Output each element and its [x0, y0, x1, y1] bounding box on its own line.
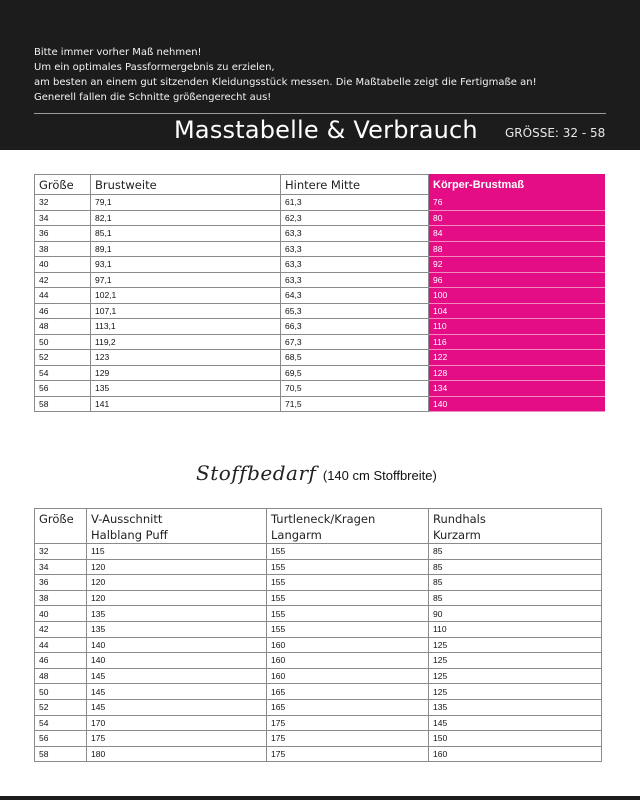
table-row [35, 272, 605, 288]
table-cell: 93,1 [91, 257, 281, 273]
table-cell: 175 [267, 715, 429, 731]
table-cell: 110 [429, 319, 605, 335]
table-cell: 38 [35, 590, 87, 606]
table-cell: 125 [429, 668, 602, 684]
table-cell: 85,1 [91, 226, 281, 242]
table-cell: 155 [267, 621, 429, 637]
table-row [35, 653, 602, 669]
table-cell: 54 [35, 365, 91, 381]
table-cell: 120 [87, 590, 267, 606]
table-cell: 40 [35, 606, 87, 622]
table-cell: 63,3 [281, 272, 429, 288]
page-title: Masstabelle & Verbrauch [174, 116, 478, 144]
table-cell: 32 [35, 544, 87, 560]
table-cell: 123 [91, 350, 281, 366]
table-cell: 63,3 [281, 226, 429, 242]
table-cell: 52 [35, 350, 91, 366]
intro-line: Generell fallen die Schnitte größengerecht aus! [34, 92, 272, 103]
table-cell: 62,3 [281, 210, 429, 226]
table-row [35, 303, 605, 319]
table-row [35, 544, 602, 560]
table-cell: 38 [35, 241, 91, 257]
table-cell: 119,2 [91, 334, 281, 350]
table-cell: 34 [35, 210, 91, 226]
table-cell: 44 [35, 637, 87, 653]
table-row [35, 590, 602, 606]
table-cell: 85 [429, 575, 602, 591]
header-divider [34, 113, 606, 114]
table-row [35, 241, 605, 257]
table-cell: 79,1 [91, 195, 281, 211]
table-row [35, 731, 602, 747]
table-row [35, 210, 605, 226]
table-cell: 70,5 [281, 381, 429, 397]
table-row [35, 668, 602, 684]
table-row [35, 288, 605, 304]
size-range-label: GRÖSSE: 32 - 58 [505, 126, 606, 140]
table-cell: 84 [429, 226, 605, 242]
table-cell: 125 [429, 653, 602, 669]
column-header-v-neck [87, 509, 267, 544]
table-cell: 125 [429, 684, 602, 700]
table-cell: 104 [429, 303, 605, 319]
table-cell: 102,1 [91, 288, 281, 304]
table-cell: 82,1 [91, 210, 281, 226]
table-cell: 145 [87, 668, 267, 684]
table-cell: 160 [267, 637, 429, 653]
table-cell: 175 [267, 731, 429, 747]
table-cell: 120 [87, 575, 267, 591]
header-line: Rundhals [433, 512, 486, 526]
table-cell: 71,5 [281, 396, 429, 412]
fabric-width-note: (140 cm Stoffbreite) [322, 468, 437, 483]
table-cell: 32 [35, 195, 91, 211]
table-cell: 175 [87, 731, 267, 747]
table-cell: 155 [267, 590, 429, 606]
table-row [35, 319, 605, 335]
table-cell: 165 [267, 699, 429, 715]
table-cell: 80 [429, 210, 605, 226]
intro-line: Bitte immer vorher Maß nehmen! [34, 47, 202, 58]
table-cell: 122 [429, 350, 605, 366]
table-cell: 69,5 [281, 365, 429, 381]
table-cell: 160 [267, 653, 429, 669]
table-cell: 63,3 [281, 257, 429, 273]
table-cell: 145 [87, 684, 267, 700]
table-cell: 50 [35, 684, 87, 700]
table-cell: 175 [267, 746, 429, 762]
table-cell: 135 [87, 606, 267, 622]
table-cell: 85 [429, 590, 602, 606]
fabric-heading [196, 461, 437, 485]
table-header-row [35, 175, 605, 195]
table-row [35, 226, 605, 242]
table-cell: 140 [87, 653, 267, 669]
table-cell: 120 [87, 559, 267, 575]
table-cell: 140 [87, 637, 267, 653]
table-cell: 135 [87, 621, 267, 637]
table-cell: 40 [35, 257, 91, 273]
table-cell: 110 [429, 621, 602, 637]
footer-bar [0, 796, 640, 800]
table-cell: 145 [87, 699, 267, 715]
table-cell: 135 [91, 381, 281, 397]
table-cell: 85 [429, 544, 602, 560]
measure-table-body [35, 195, 605, 412]
table-cell: 44 [35, 288, 91, 304]
table-row [35, 637, 602, 653]
table-row [35, 257, 605, 273]
table-cell: 155 [267, 575, 429, 591]
table-cell: 34 [35, 559, 87, 575]
table-cell: 134 [429, 381, 605, 397]
table-cell: 48 [35, 668, 87, 684]
table-cell: 113,1 [91, 319, 281, 335]
table-cell: 140 [429, 396, 605, 412]
table-cell: 56 [35, 731, 87, 747]
table-cell: 100 [429, 288, 605, 304]
table-cell: 36 [35, 226, 91, 242]
table-cell: 54 [35, 715, 87, 731]
intro-line: am besten an einem gut sitzenden Kleidungsstück messen. Die Maßtabelle zeigt die Fertigmaße an! [34, 77, 537, 88]
table-cell: 115 [87, 544, 267, 560]
table-cell: 155 [267, 559, 429, 575]
header-banner [0, 0, 640, 150]
column-header-size: Größe [35, 175, 91, 195]
table-cell: 96 [429, 272, 605, 288]
header-line: Größe [39, 512, 74, 526]
table-cell: 107,1 [91, 303, 281, 319]
table-cell: 42 [35, 621, 87, 637]
table-cell: 90 [429, 606, 602, 622]
table-cell: 46 [35, 653, 87, 669]
table-cell: 155 [267, 606, 429, 622]
measure-table [34, 174, 605, 412]
table-cell: 64,3 [281, 288, 429, 304]
table-cell: 97,1 [91, 272, 281, 288]
table-row [35, 715, 602, 731]
table-cell: 116 [429, 334, 605, 350]
table-cell: 66,3 [281, 319, 429, 335]
table-cell: 61,3 [281, 195, 429, 211]
table-cell: 68,5 [281, 350, 429, 366]
table-cell: 135 [429, 699, 602, 715]
table-cell: 88 [429, 241, 605, 257]
header-line: Turtleneck/Kragen [271, 512, 376, 526]
table-cell: 42 [35, 272, 91, 288]
table-cell: 56 [35, 381, 91, 397]
table-row [35, 381, 605, 397]
table-cell: 36 [35, 575, 87, 591]
table-cell: 85 [429, 559, 602, 575]
table-cell: 150 [429, 731, 602, 747]
table-row [35, 396, 605, 412]
table-row [35, 621, 602, 637]
header-line: Langarm [271, 528, 322, 542]
table-row [35, 575, 602, 591]
table-cell: 141 [91, 396, 281, 412]
table-row [35, 606, 602, 622]
table-cell: 89,1 [91, 241, 281, 257]
table-cell: 145 [429, 715, 602, 731]
table-cell: 67,3 [281, 334, 429, 350]
table-cell: 128 [429, 365, 605, 381]
table-cell: 170 [87, 715, 267, 731]
column-header-turtleneck [267, 509, 429, 544]
table-cell: 125 [429, 637, 602, 653]
table-cell: 65,3 [281, 303, 429, 319]
column-header-back-center: Hintere Mitte [281, 175, 429, 195]
column-header-round-neck [429, 509, 602, 544]
column-header-chest-width: Brustweite [91, 175, 281, 195]
column-header-body-chest: Körper-Brustmaß [429, 175, 605, 195]
table-row [35, 195, 605, 211]
table-cell: 63,3 [281, 241, 429, 257]
table-cell: 76 [429, 195, 605, 211]
intro-text [34, 45, 614, 105]
fabric-table [34, 508, 602, 762]
table-cell: 58 [35, 396, 91, 412]
table-cell: 50 [35, 334, 91, 350]
table-row [35, 559, 602, 575]
table-row [35, 684, 602, 700]
table-cell: 46 [35, 303, 91, 319]
table-cell: 180 [87, 746, 267, 762]
header-line: Halblang Puff [91, 528, 168, 542]
table-cell: 129 [91, 365, 281, 381]
table-cell: 160 [429, 746, 602, 762]
column-header-size [35, 509, 87, 544]
intro-line: Um ein optimales Passformergebnis zu erzielen, [34, 62, 275, 73]
table-row [35, 350, 605, 366]
header-line: Kurzarm [433, 528, 481, 542]
table-row [35, 334, 605, 350]
table-row [35, 746, 602, 762]
table-cell: 92 [429, 257, 605, 273]
fabric-table-body [35, 544, 602, 762]
table-cell: 52 [35, 699, 87, 715]
table-cell: 165 [267, 684, 429, 700]
header-line: V-Ausschnitt [91, 512, 163, 526]
table-cell: 58 [35, 746, 87, 762]
fabric-title: Stoffbedarf [196, 461, 317, 485]
table-cell: 48 [35, 319, 91, 335]
table-cell: 160 [267, 668, 429, 684]
table-header-row [35, 509, 602, 544]
table-cell: 155 [267, 544, 429, 560]
table-row [35, 365, 605, 381]
table-row [35, 699, 602, 715]
